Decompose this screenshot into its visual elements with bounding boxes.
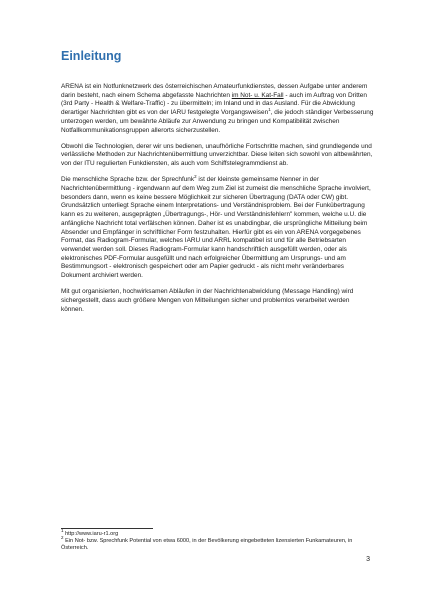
paragraph-technology: Obwohl die Technologien, derer wir uns bedienen, unaufhörliche Fortschritte machen, sind grundlegende und verlässliche Methoden zur Nachrichtenübermittlung unverzichtbar. Diese leiten sich sowohl von altbewährten, von der ITU regulierten Funkdiensten, als auch vom Schiffstelegrammdienst ab. xyxy=(61,142,373,168)
body-text xyxy=(61,83,374,322)
footnote-link[interactable]: http://www.iaru-r1.org xyxy=(63,531,119,537)
paragraph-text: ARENA ist ein Notfunknetzwerk des österreichischen Amateurfunkdienstes, dessen Aufgabe unter anderem darin besteht, nach einem Schema abgefasste Nachrichten xyxy=(61,83,368,99)
paragraph-text: , die jedoch ständiger Verbesserung unterzogen werden, um bewährte Abläufe zur Anwendung zu bringen und Kompatibilität zwischen Notfallkommunikationsgruppen allerorts sicherzustellen. xyxy=(61,109,374,134)
paragraph-text: Auftrag von Dritten (3rd Party - Health & Welfare-Traffic) - zu übermitteln; im Inland und in das Ausland. Für die Abwicklung derartiger Nachrichten gibt es von der IARU festgelegte Vorgangsweisen xyxy=(61,91,367,117)
paragraph-text: Die menschliche Sprache bzw. der Sprechfunk xyxy=(61,176,195,184)
footnote-reference: 2 xyxy=(194,174,197,180)
paragraph-language xyxy=(61,176,374,280)
footnote-text: Ein Not- bzw. Sprechfunk Potential von etwa 6000, in der Bevölkerung eingebetteten lizensierten Funkamateuren, in Österreich. xyxy=(61,538,353,552)
paragraph-message-handling: Mit gut organisierten, hochwirksamen Abläufen in der Nachrichtenabwicklung (Message Handling) wird sichergestellt, dass auch größere Mengen von Mitteilungen sicher und problemlos verarbeitet werden können. xyxy=(61,288,354,313)
section-heading: Einleitung xyxy=(61,49,122,63)
page-number: 3 xyxy=(366,556,370,563)
footnotes xyxy=(61,528,374,552)
footnote-reference: 1 xyxy=(268,106,271,112)
footnote-number: 1 xyxy=(61,528,64,534)
footnote-number: 2 xyxy=(61,535,64,541)
footnote-divider xyxy=(61,528,153,529)
footnote xyxy=(61,535,374,552)
underlined-text: im Not- u. Kat-Fall xyxy=(231,91,284,99)
paragraph-intro xyxy=(61,83,374,135)
paragraph-text: - auch im xyxy=(283,91,314,99)
paragraph-text: ist der kleinste gemeinsame Nenner in der Nachrichtenübermittlung - irgendwann auf dem Weg zum Ziel ist zumeist die menschliche Sprache involviert, besonders dann, wenn es keine bessere Möglichkeit zur sicheren Übertragung (DATA oder CW) gibt. Grundsätzlich unterliegt Sprache einem Interpretations- und Verständnisproblem. Bei der Funkübertragung kann es zu weiteren, ausgeprägten „Übertragungs-, Hör- und Verständnisfehlern" kommen, welche u.U. die anfängliche Nachricht total verfälschen können. Daher ist es unabdingbar, die ursprüngliche Mitteilung beim Absender und Empfänger in schriftlicher Form festzuhalten. Hierfür gibt es ein von ARENA vorgegebenes Format, das Radiogram-Formular, welches IARU und ARRL kompatibel ist und für alle Betriebsarten verwendet werden soll. Dieses Radiogram-Formular kann handschriftlich ausgefüllt werden, oder als elektronisches PDF-Formular ausgefüllt und nach erfolgreicher Übermittlung am Ursprungs- und am Bestimmungsort - elektronisch gespeichert oder am Papier gedruckt - als nicht mehr veränderbares Dokument archiviert werden. xyxy=(61,176,371,280)
